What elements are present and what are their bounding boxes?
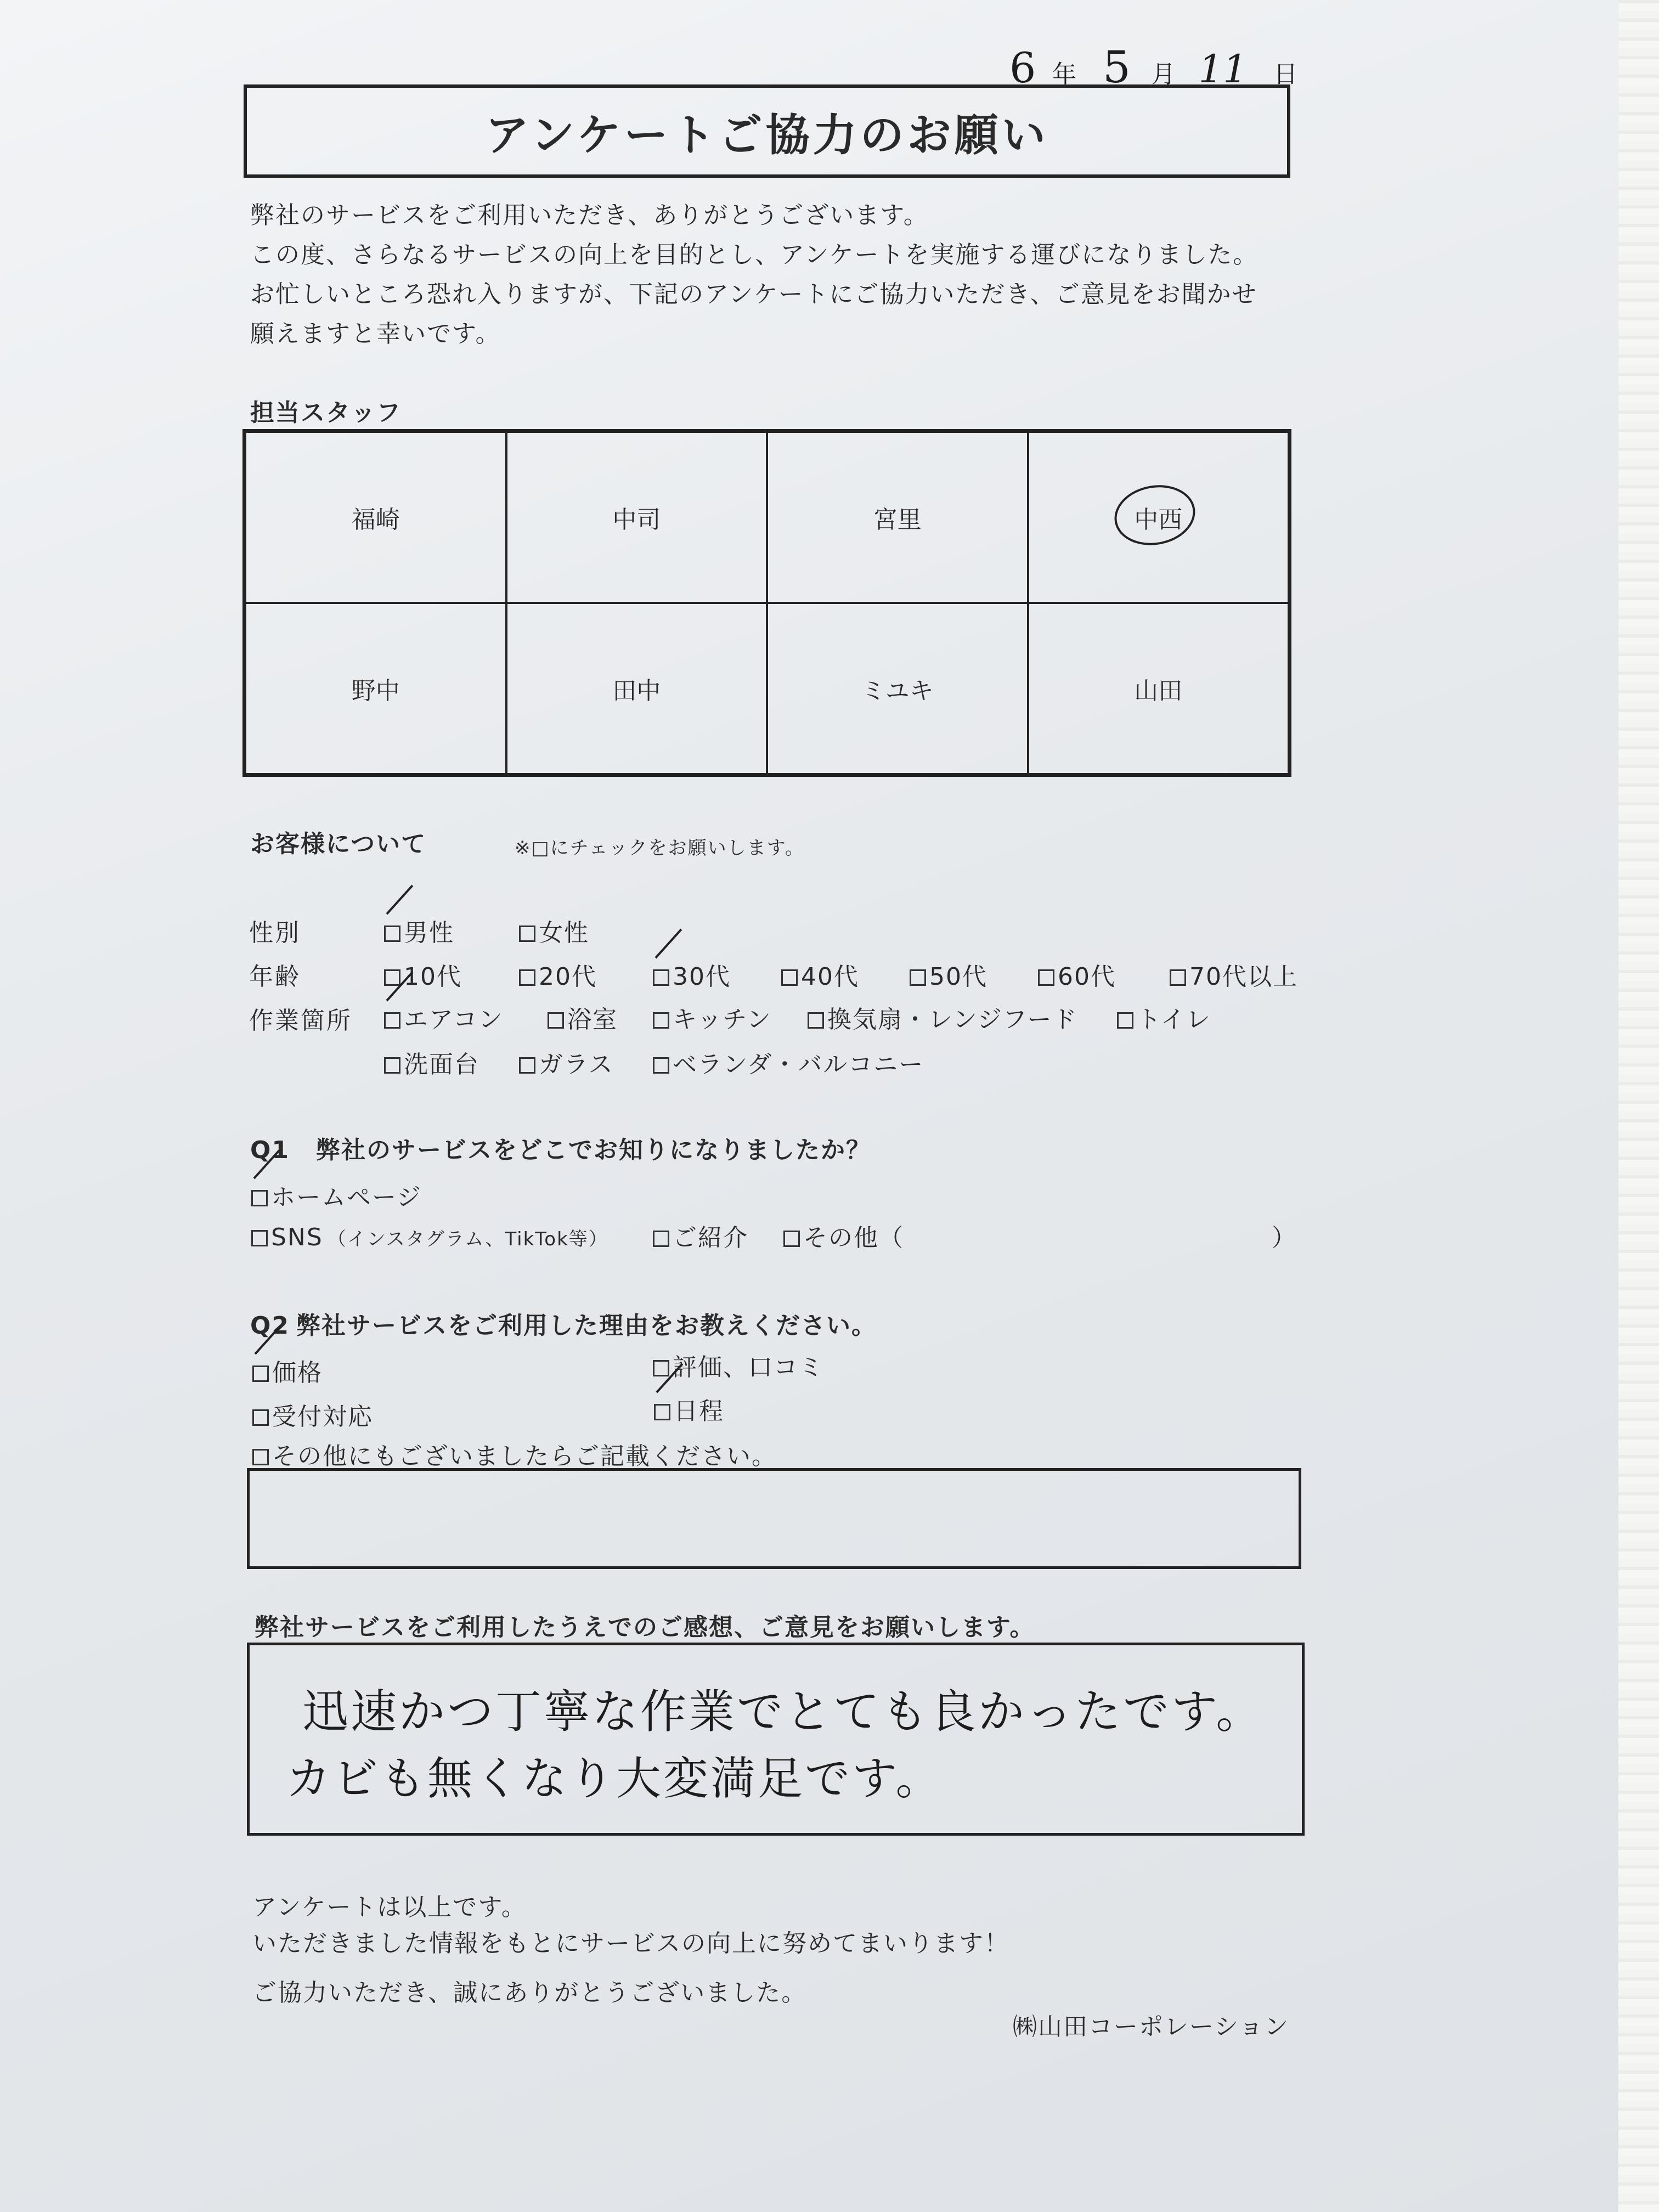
staff-name-selected <box>1134 500 1182 535</box>
option-label: 換気扇・レンジフード <box>827 1006 1078 1034</box>
option-label: 40代 <box>801 963 859 991</box>
q1-referral-option[interactable] <box>653 1218 748 1253</box>
q1-other-option[interactable] <box>783 1218 904 1253</box>
checkbox[interactable] <box>1038 969 1054 986</box>
checkbox[interactable] <box>653 1360 669 1376</box>
staff-name: 宮里 <box>873 506 922 534</box>
customer-heading: お客様について <box>250 830 427 858</box>
date-month: 5 <box>1102 42 1131 93</box>
q1-question: 弊社のサービスをどこでお知りになりましたか？ <box>316 1136 872 1164</box>
staff-name: ミユキ <box>861 677 934 705</box>
staff-cell[interactable] <box>506 603 768 774</box>
closing-line-2: いただきました情報をもとにサービスの向上に努めてまいります！ <box>252 1929 1009 1957</box>
q2-heading <box>250 1306 877 1341</box>
q2-reception-option[interactable] <box>252 1397 373 1432</box>
option-label: 60代 <box>1058 963 1116 991</box>
gender-male-option[interactable] <box>384 913 454 948</box>
option-label: その他（ <box>803 1224 904 1252</box>
checkbox[interactable] <box>808 1012 824 1029</box>
checkbox[interactable] <box>654 1404 670 1420</box>
option-label: 50代 <box>929 963 988 991</box>
area-option[interactable] <box>519 1045 614 1080</box>
option-label: 30代 <box>673 963 731 991</box>
option-label: 価格 <box>272 1359 323 1387</box>
option-label: トイレ <box>1137 1006 1211 1034</box>
option-label: 浴室 <box>567 1006 618 1034</box>
checkbox[interactable] <box>781 969 798 986</box>
checkbox[interactable] <box>653 1057 669 1074</box>
q2-other-input-box[interactable] <box>247 1468 1301 1569</box>
checkbox[interactable] <box>519 1057 535 1074</box>
option-label: 男性 <box>404 919 454 947</box>
option-label: 10代 <box>404 963 462 991</box>
age-option[interactable] <box>384 957 462 992</box>
staff-cell[interactable] <box>767 603 1028 774</box>
checkbox[interactable] <box>251 1230 268 1246</box>
checkbox[interactable] <box>653 1231 669 1247</box>
checkbox[interactable] <box>252 1365 269 1382</box>
option-label: 日程 <box>674 1397 724 1425</box>
intro-line-1: 弊社のサービスをご利用いただき、ありがとうございます。 <box>250 201 929 229</box>
option-label: ガラス <box>539 1051 614 1079</box>
gender-female-option[interactable] <box>519 913 589 948</box>
age-option[interactable] <box>1170 957 1298 992</box>
q2-other-option[interactable] <box>252 1436 777 1471</box>
date-month-unit: 月 <box>1151 60 1176 88</box>
checkbox[interactable] <box>548 1012 564 1029</box>
page-title: アンケートご協力のお願い <box>485 109 1049 161</box>
q2-price-option[interactable] <box>252 1353 323 1388</box>
checkbox[interactable] <box>251 1190 268 1206</box>
area-option[interactable] <box>808 1000 1077 1035</box>
q2-question: 弊社サービスをご利用した理由をお教えください。 <box>296 1312 877 1340</box>
option-label: 70代以上 <box>1189 963 1298 991</box>
q1-number: Q1 <box>250 1136 290 1164</box>
area-option[interactable] <box>653 1045 924 1080</box>
area-option[interactable] <box>1117 1000 1211 1035</box>
closing-line-3: ご協力いただき、誠にありがとうございました。 <box>252 1979 807 2007</box>
age-label: 年齢 <box>249 963 301 991</box>
checkbox[interactable] <box>653 969 669 986</box>
company-name: ㈱山田コーポレーション <box>1013 2013 1290 2041</box>
staff-cell[interactable] <box>245 432 506 603</box>
option-label: 女性 <box>539 919 589 947</box>
intro-line-3: お忙しいところ恐れ入りますが、下記のアンケートにご協力いただき、ご意見をお聞かせ <box>250 280 1257 308</box>
textured-wall <box>1618 0 1659 2212</box>
age-option[interactable] <box>781 957 859 992</box>
checkbox[interactable] <box>384 926 400 942</box>
gender-label: 性別 <box>249 919 301 947</box>
staff-name: 福崎 <box>351 506 400 534</box>
option-label: ベランダ・バルコニー <box>673 1051 924 1079</box>
staff-heading: 担当スタッフ <box>250 399 402 427</box>
checkbox[interactable] <box>252 1409 269 1426</box>
closing-line-1: アンケートは以上です。 <box>252 1893 527 1921</box>
feedback-heading: 弊社サービスをご利用したうえでのご感想、ご意見をお願いします。 <box>255 1613 1035 1641</box>
staff-cell-selected[interactable] <box>1028 432 1289 603</box>
feedback-box[interactable] <box>247 1643 1305 1836</box>
feedback-line-2: カビも無くなり大変満足です。 <box>286 1753 943 1805</box>
date-day-unit: 日 <box>1273 60 1298 88</box>
checkbox[interactable] <box>1170 969 1186 986</box>
q1-heading <box>250 1130 871 1165</box>
area-option[interactable] <box>384 1045 479 1080</box>
age-option[interactable] <box>1038 957 1116 992</box>
checkbox[interactable] <box>384 1012 400 1029</box>
intro-line-2: この度、さらなるサービスの向上を目的とし、アンケートを実施する運びになりました。 <box>250 241 1259 269</box>
feedback-line-1: 迅速かつ丁寧な作業でとても良かったです。 <box>302 1685 1265 1739</box>
staff-name: 山田 <box>1134 677 1183 705</box>
checkbox[interactable] <box>384 1057 400 1074</box>
checkbox[interactable] <box>783 1231 800 1247</box>
sns-note: （インスタグラム、TikTok等） <box>327 1228 608 1250</box>
checkbox[interactable] <box>519 969 535 986</box>
area-option[interactable] <box>384 1000 504 1035</box>
checkbox[interactable] <box>653 1012 669 1029</box>
date-year-unit: 年 <box>1052 60 1077 88</box>
area-option[interactable] <box>548 1000 618 1035</box>
staff-cell[interactable] <box>767 432 1028 603</box>
staff-cell[interactable] <box>245 603 506 774</box>
staff-name: 田中 <box>612 677 661 705</box>
age-option[interactable] <box>519 957 597 992</box>
q2-schedule-option[interactable] <box>654 1391 724 1426</box>
area-label: 作業箇所 <box>249 1007 352 1035</box>
date-year: 6 <box>1009 43 1036 92</box>
intro-line-4: 願えますと幸いです。 <box>250 320 501 348</box>
staff-cell[interactable] <box>1028 603 1289 774</box>
option-label: エアコン <box>404 1006 504 1034</box>
staff-grid <box>242 429 1291 777</box>
q1-sns-option[interactable] <box>251 1223 608 1251</box>
option-label: 受付対応 <box>272 1403 373 1431</box>
checkbox[interactable] <box>910 969 926 986</box>
checkbox[interactable] <box>519 926 535 942</box>
q1-homepage-option[interactable] <box>251 1177 422 1212</box>
staff-cell[interactable] <box>506 432 768 603</box>
option-label: キッチン <box>673 1006 772 1034</box>
option-label: 20代 <box>539 963 597 991</box>
option-label: その他にもございましたらご記載ください。 <box>272 1442 777 1470</box>
date-day: 11 <box>1198 47 1248 92</box>
staff-name: 野中 <box>351 677 400 705</box>
staff-name: 中司 <box>612 506 661 534</box>
circle-mark <box>1110 479 1200 551</box>
check-note: ※□にチェックをお願いします。 <box>515 837 805 859</box>
option-label: 評価、口コミ <box>673 1353 824 1381</box>
staff-name: 中西 <box>1134 506 1183 534</box>
option-label: ホームページ <box>271 1183 422 1211</box>
q2-number: Q2 <box>250 1312 290 1340</box>
title-box <box>244 84 1290 178</box>
age-option[interactable] <box>910 957 988 992</box>
area-option[interactable] <box>653 1000 772 1035</box>
option-label: SNS <box>271 1223 323 1251</box>
checkbox[interactable] <box>384 969 400 986</box>
q2-reviews-option[interactable] <box>653 1347 824 1383</box>
q1-other-close: ） <box>1272 1224 1297 1252</box>
checkbox[interactable] <box>1117 1012 1133 1029</box>
option-label: ご紹介 <box>673 1224 748 1252</box>
checkbox[interactable] <box>252 1449 269 1465</box>
option-label: 洗面台 <box>404 1051 479 1079</box>
age-option[interactable] <box>653 957 731 992</box>
